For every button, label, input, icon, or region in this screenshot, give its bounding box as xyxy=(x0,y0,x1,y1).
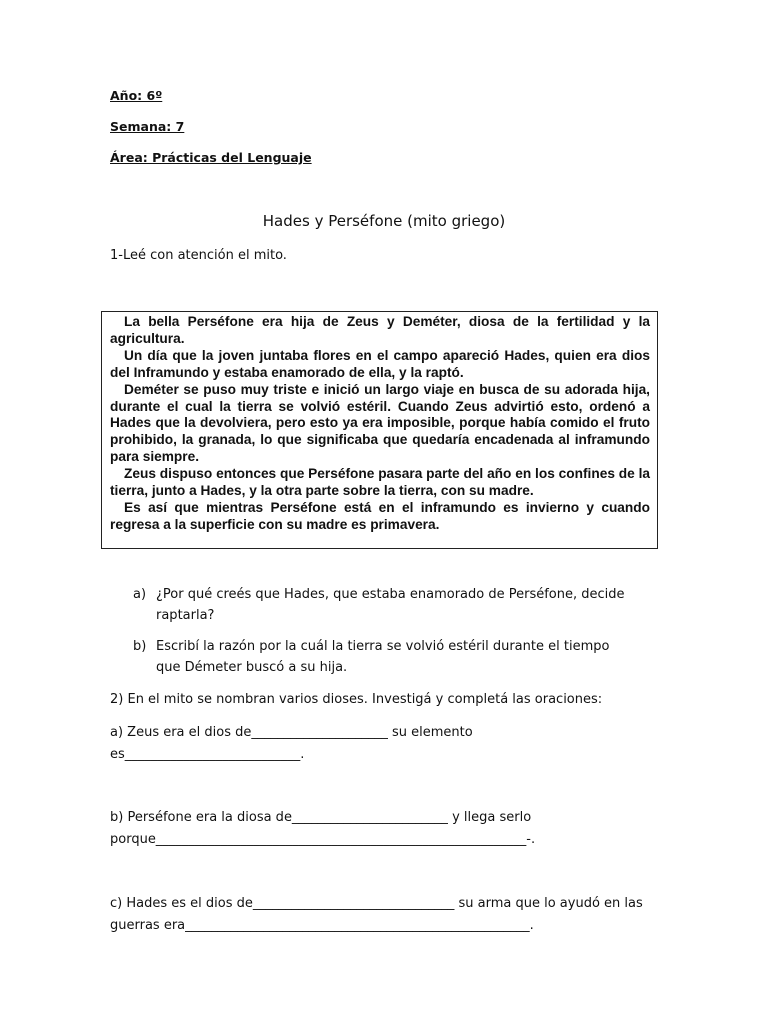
fill-sentence-c[interactable] xyxy=(110,893,670,936)
question-label: b) xyxy=(133,639,147,654)
myth-paragraph: La bella Perséfone era hija de Zeus y Deméter, diosa de la fertilidad y la agricultura. xyxy=(110,314,650,346)
fill-line: es___________________________. xyxy=(110,746,305,762)
document-title: Hades y Perséfone (mito griego) xyxy=(262,212,506,230)
fill-line: b) Perséfone era la diosa de________________________ y llega serlo xyxy=(110,810,532,825)
week-label: Semana: 7 xyxy=(110,119,185,134)
myth-text-box xyxy=(101,311,658,549)
myth-paragraph: Es así que mientras Perséfone está en el inframundo es invierno y cuando regresa a la superficie con su madre es primavera. xyxy=(110,499,650,532)
question-label: a) xyxy=(133,587,147,602)
fill-sentence-b[interactable] xyxy=(110,807,670,850)
fill-sentence-a[interactable] xyxy=(110,722,670,765)
question-a xyxy=(133,584,633,626)
myth-paragraph: Un día que la joven juntaba flores en el campo apareció Hades, quien era dios del Inframundo y estaba enamorado de ella, y la raptó. xyxy=(110,347,650,380)
area-label: Área: Prácticas del Lenguaje xyxy=(110,150,312,165)
myth-paragraph: Zeus dispuso entonces que Perséfone pasara parte del año en los confines de la tierra, junto a Hades, y la otra parte sobre la tierra, con su madre. xyxy=(110,466,650,499)
fill-line: guerras era_____________________________________________________. xyxy=(110,917,534,933)
fill-line: c) Hades es el dios de_______________________________ su arma que lo ayudó en las xyxy=(110,896,643,911)
myth-paragraph: Deméter se puso muy triste e inició un largo viaje en busca de su adorada hija, durante el cual la tierra se volvió estéril. Cuando Zeus advirtió esto, ordenó a Hades que la devolviera, pero esto ya era imposible, porque había comido el fruto prohibido, la granada, lo que significaba que quedaría encadenada al inframundo para siempre. xyxy=(110,381,650,465)
question-text: ¿Por qué creés que Hades, que estaba enamorado de Perséfone, decide raptarla? xyxy=(156,587,625,623)
fill-line: porque_________________________________________________________-. xyxy=(110,831,536,847)
instruction-complete: 2) En el mito se nombran varios dioses. Investigá y completá las oraciones: xyxy=(110,692,603,707)
fill-line: a) Zeus era el dios de_____________________ su elemento xyxy=(110,725,473,740)
question-text: Escribí la razón por la cuál la tierra se volvió estéril durante el tiempo que Démeter buscó a su hija. xyxy=(156,639,610,675)
year-label: Año: 6º xyxy=(110,88,163,103)
question-b xyxy=(133,636,633,678)
instruction-read: 1-Leé con atención el mito. xyxy=(110,248,287,263)
